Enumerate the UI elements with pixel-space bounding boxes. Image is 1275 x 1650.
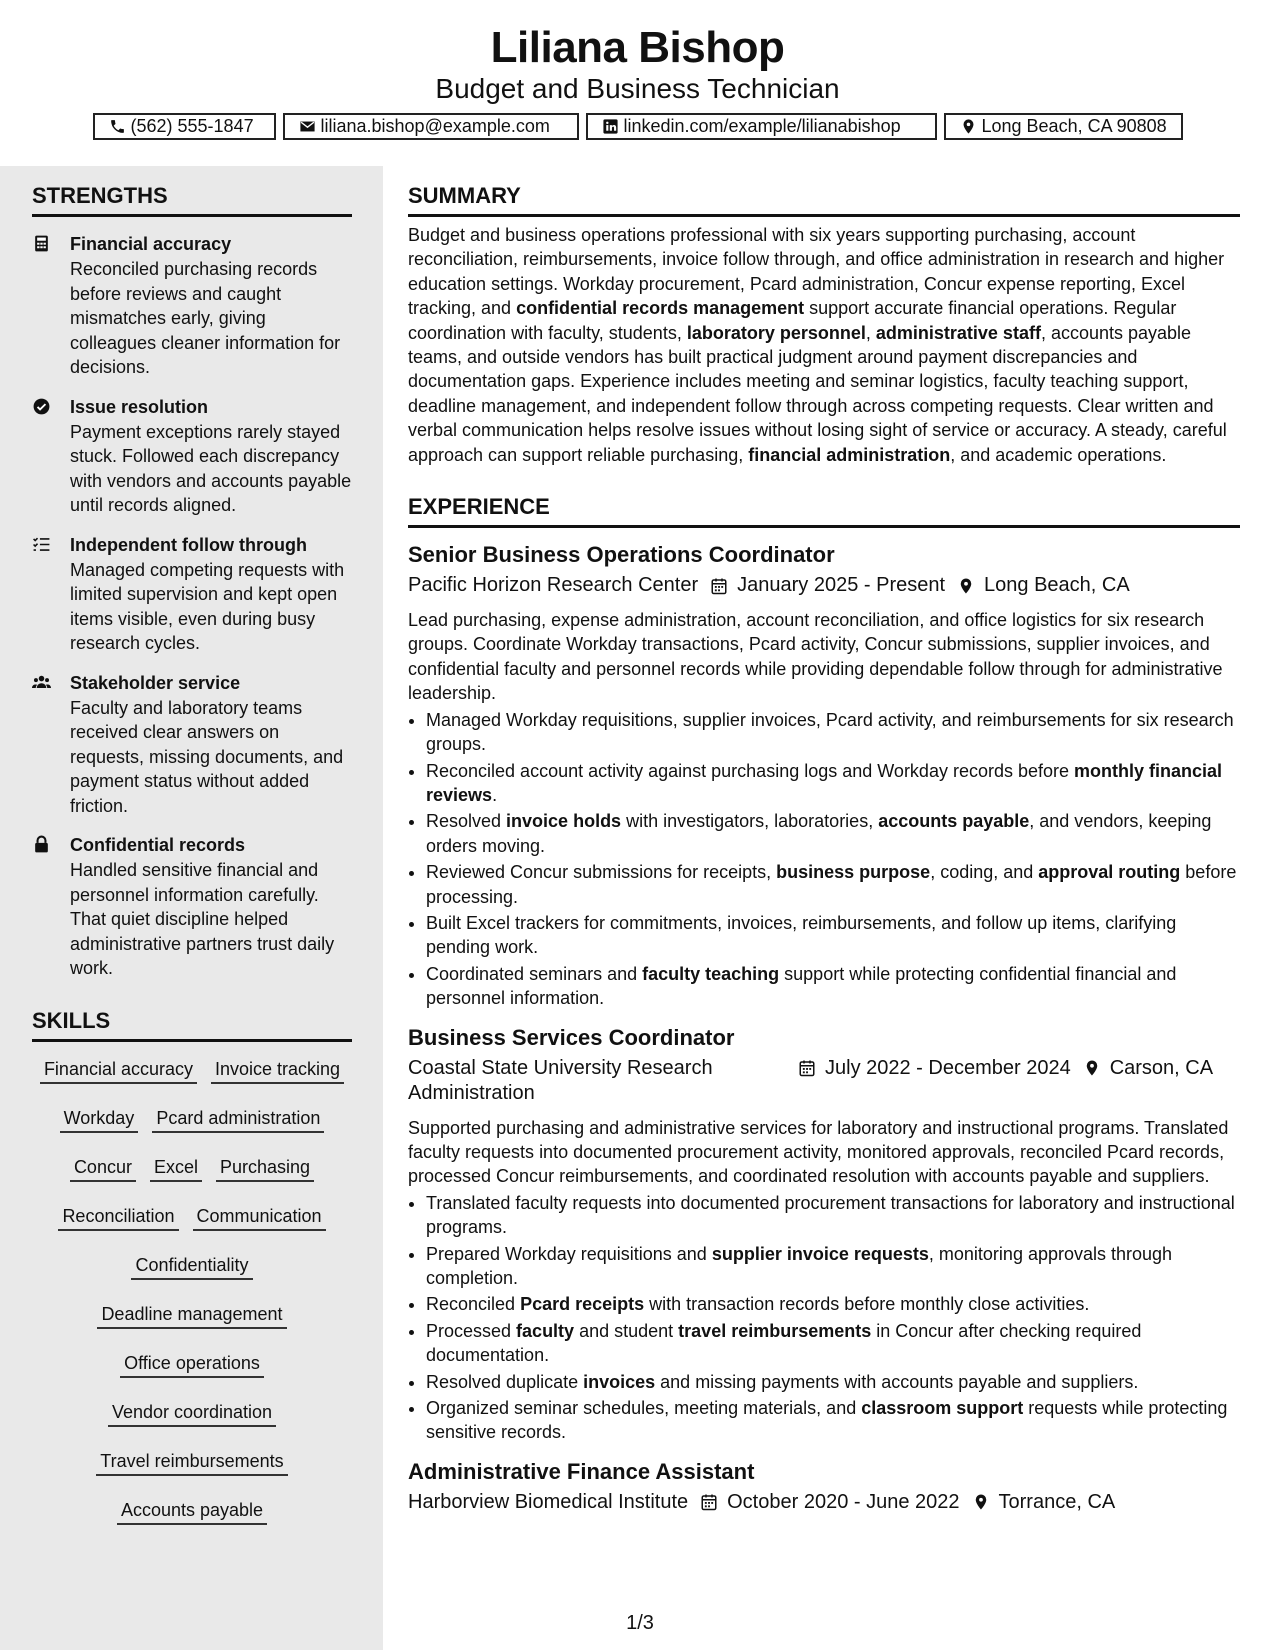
strength-item [32, 394, 352, 518]
job-dates [798, 1056, 1071, 1081]
skills-heading: SKILLS [32, 991, 352, 1042]
job-dates-text: July 2022 - December 2024 [825, 1056, 1071, 1079]
job-dates-text: October 2020 - June 2022 [727, 1490, 960, 1513]
strengths-list [32, 231, 352, 981]
contact-phone[interactable] [93, 113, 276, 140]
job-title: Administrative Finance Assistant [408, 1458, 755, 1484]
job-bullet: • Reconciled Pcard receipts with transaction records before monthly close activities. [426, 1292, 1240, 1316]
calendar-icon [710, 577, 728, 595]
strength-desc: Managed competing requests with limited supervision and kept open items visible, even during busy research cycles. [70, 559, 345, 653]
job-bullet: • Reviewed Concur submissions for receipts, business purpose, coding, and approval routing before processing. [426, 860, 1240, 909]
calendar-icon [700, 1493, 718, 1511]
linkedin-text: linkedin.com/example/lilianabishop [623, 116, 901, 136]
envelope-icon [299, 118, 316, 135]
summary-heading: SUMMARY [408, 166, 1240, 217]
job-dates [710, 573, 945, 598]
job-bullet: • Processed faculty and student travel reimbursements in Concur after checking required documentation. [426, 1319, 1240, 1368]
job-bullets [408, 708, 1240, 1011]
job-dates-text: January 2025 - Present [737, 574, 946, 597]
job-bullet: • Built Excel trackers for commitments, invoices, reimbursements, and follow up items, clarifying pending work. [426, 911, 1240, 960]
calculator-icon [32, 231, 70, 380]
job-entry [408, 540, 1240, 1011]
job-bullet: • Resolved duplicate invoices and missing payments with accounts payable and suppliers. [426, 1370, 1240, 1394]
map-pin-icon [960, 118, 977, 135]
skill-tag: Travel reimbursements [96, 1442, 287, 1476]
job-description: Supported purchasing and administrative services for laboratory and instructional programs. Translated faculty requests into documented procurement activity, monitored approvals, reconciled Pcard records, processed Concur reimbursements, and coordinated resolution with accounts payable and suppliers. [408, 1117, 1229, 1187]
job-title: Business Services Coordinator [408, 1024, 735, 1050]
phone-icon [109, 118, 126, 135]
job-location [957, 573, 1130, 598]
calendar-icon [798, 1059, 816, 1077]
job-location-text: Torrance, CA [998, 1490, 1116, 1513]
strength-desc: Faculty and laboratory teams received clear answers on requests, missing documents, and payment status without added friction. [70, 697, 344, 816]
strength-desc: Reconciled purchasing records before reviews and caught mismatches early, giving colleagues cleaner information for decisions. [70, 259, 341, 377]
job-location-text: Long Beach, CA [984, 574, 1130, 597]
email-text: liliana.bishop@example.com [320, 116, 550, 136]
check-circle-icon [32, 394, 70, 518]
contact-email[interactable] [283, 113, 579, 140]
job-organization: Coastal State University Research Administration [408, 1056, 713, 1104]
job-description: Lead purchasing, expense administration, account reconciliation, and office logistics for six research groups. Coordinate Workday transactions, Pcard activity, Concur submissions, supplier invoices, and confidential faculty and personnel records while providing dependable follow through for administrative leadership. [408, 610, 1223, 704]
candidate-name: Liliana Bishop [490, 23, 785, 72]
sidebar [0, 166, 383, 1650]
phone-text: (562) 555-1847 [130, 116, 254, 136]
job-bullet: • Translated faculty requests into documented procurement transactions for laboratory and instructional programs. [426, 1191, 1240, 1240]
strength-title: Confidential records [70, 835, 246, 855]
location-text: Long Beach, CA 90808 [981, 116, 1167, 136]
skill-tag: Vendor coordination [108, 1393, 276, 1427]
contact-location [944, 113, 1183, 140]
resume-header [0, 0, 1275, 166]
skill-tag: Invoice tracking [211, 1050, 344, 1084]
job-dates [700, 1490, 959, 1515]
job-location [972, 1490, 1116, 1515]
skill-tag: Financial accuracy [40, 1050, 197, 1084]
skill-tag: Deadline management [97, 1295, 286, 1329]
strength-item [32, 670, 352, 819]
strengths-heading: STRENGTHS [32, 166, 352, 217]
contact-bar [0, 113, 1275, 140]
job-meta [408, 1056, 1240, 1106]
job-location-text: Carson, CA [1109, 1056, 1214, 1079]
skill-tag: Accounts payable [117, 1491, 267, 1525]
linkedin-icon [602, 118, 619, 135]
strength-item [32, 832, 352, 981]
strength-item [32, 532, 352, 656]
strength-desc: Handled sensitive financial and personnel information carefully. That quiet discipline helped administrative partners trust daily work. [70, 860, 335, 978]
strength-title: Issue resolution [70, 396, 209, 417]
job-location [1083, 1056, 1213, 1081]
job-organization: Harborview Biomedical Institute [408, 1490, 689, 1513]
job-title: Senior Business Operations Coordinator [408, 542, 835, 568]
map-pin-icon [1083, 1059, 1101, 1077]
skill-tag: Purchasing [216, 1148, 314, 1182]
job-entry [408, 1457, 1240, 1515]
skill-tag: Reconciliation [58, 1197, 178, 1231]
people-icon [32, 670, 70, 819]
checklist-icon [32, 532, 70, 656]
experience-heading: EXPERIENCE [408, 477, 1240, 528]
main-content [408, 166, 1240, 1515]
job-bullet: • Organized seminar schedules, meeting materials, and classroom support requests while protecting sensitive records. [426, 1396, 1240, 1445]
job-bullet: • Reconciled account activity against purchasing logs and Workday records before monthly financial reviews. [426, 759, 1240, 808]
job-bullet: • Resolved invoice holds with investigators, laboratories, accounts payable, and vendors, keeping orders moving. [426, 809, 1240, 858]
strength-title: Stakeholder service [70, 672, 241, 693]
contact-linkedin[interactable] [586, 113, 937, 140]
job-bullet: • Managed Workday requisitions, supplier invoices, Pcard activity, and reimbursements for six research groups. [426, 708, 1240, 757]
map-pin-icon [972, 1493, 990, 1511]
strength-title: Financial accuracy [70, 234, 232, 254]
job-bullet: • Coordinated seminars and faculty teaching support while protecting confidential financial and personnel information. [426, 962, 1240, 1011]
strength-item [32, 231, 352, 380]
strength-desc: Payment exceptions rarely stayed stuck. Followed each discrepancy with vendors and accounts payable until records aligned. [70, 421, 352, 515]
skills-list [32, 1050, 352, 1540]
lock-icon [32, 832, 70, 981]
job-meta [408, 1490, 1240, 1515]
candidate-title: Budget and Business Technician [435, 73, 840, 104]
skill-tag: Concur [70, 1148, 136, 1182]
skill-tag: Pcard administration [152, 1099, 324, 1133]
job-bullet: • Prepared Workday requisitions and supplier invoice requests, monitoring approvals through completion. [426, 1242, 1240, 1291]
skill-tag: Office operations [120, 1344, 264, 1378]
page-number: 1/3 [626, 1612, 654, 1634]
map-pin-icon [957, 577, 975, 595]
skill-tag: Excel [150, 1148, 202, 1182]
strength-title: Independent follow through [70, 534, 307, 555]
skill-tag: Communication [193, 1197, 326, 1231]
skill-tag: Workday [60, 1099, 139, 1133]
job-entry [408, 1023, 1240, 1445]
experience-list [408, 540, 1240, 1515]
job-organization: Pacific Horizon Research Center [408, 574, 699, 597]
job-meta [408, 573, 1240, 598]
summary-text: Budget and business operations professional with six years supporting purchasing, account reconciliation, reimbursements, invoice follow through, and office administration in research and higher education settings. Workday procurement, Pcard administration, Concur expense reporting, Excel tracking, and confidential records management support accurate financial operations. Regular coordination with faculty, students, laboratory personnel, administrative staff, accounts payable teams, and outside vendors has built practical judgment around payment discrepancies and documentation gaps. Experience includes meeting and seminar logistics, faculty teaching support, deadline management, and independent follow through across competing requests. Clear written and verbal communication helps resolve issues without losing sight of service or accuracy. A steady, careful approach can support reliable purchasing, financial administration, and academic operations. [408, 225, 1227, 465]
skill-tag: Confidentiality [131, 1246, 252, 1280]
job-bullets [408, 1191, 1240, 1445]
